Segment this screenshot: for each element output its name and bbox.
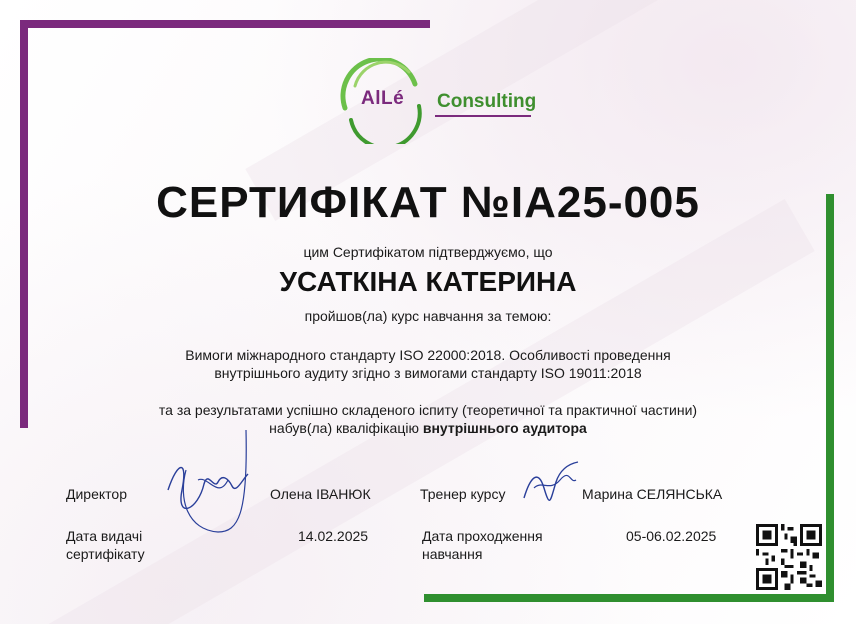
- trainer-name: Марина СЕЛЯНСЬКА: [582, 486, 723, 502]
- issue-date-label-line: сертифікату: [66, 546, 145, 562]
- frame-top-bar: [20, 20, 430, 28]
- logo-brand-text: AlLé: [361, 88, 405, 109]
- course-title: [140, 346, 716, 382]
- company-logo: [335, 58, 535, 144]
- director-signature: [158, 420, 258, 540]
- training-date-value: 05-06.02.2025: [626, 528, 717, 544]
- training-date-label-line: Дата проходження: [422, 528, 543, 544]
- certificate-title: СЕРТИФІКАТ №IA25-005: [156, 178, 700, 227]
- qr-code-icon: [756, 524, 822, 590]
- director-label: Директор: [66, 486, 127, 502]
- course-intro: пройшов(ла) курс навчання за темою:: [304, 308, 552, 324]
- certificate-intro: цим Сертифікатом підтверджуємо, що: [303, 244, 553, 260]
- trainer-label: Тренер курсу: [420, 486, 506, 502]
- frame-bottom-bar: [424, 594, 834, 602]
- issue-date-label-line: Дата видачі: [66, 528, 143, 544]
- course-line: Вимоги міжнародного стандарту ISO 22000:2018. Особливості проведення: [185, 347, 671, 363]
- qualification-name: внутрішнього аудитора: [422, 420, 587, 436]
- result-prefix: набув(ла) кваліфікацію: [269, 420, 423, 436]
- issue-date-value: 14.02.2025: [298, 528, 369, 544]
- recipient-name: УСАТКІНА КАТЕРИНА: [279, 266, 577, 297]
- issue-date-label: [66, 527, 145, 563]
- director-name: Олена ІВАНЮК: [270, 486, 371, 502]
- logo-consulting-text: Consulting: [437, 91, 537, 112]
- training-date-label: [422, 527, 543, 563]
- result-line: та за результатами успішно складеного іспиту (теоретичної та практичної частини): [158, 402, 698, 418]
- training-date-label-line: навчання: [422, 546, 483, 562]
- trainer-signature: [520, 458, 582, 506]
- course-line: внутрішнього аудиту згідно з вимогами стандарту ISO 19011:2018: [214, 365, 642, 381]
